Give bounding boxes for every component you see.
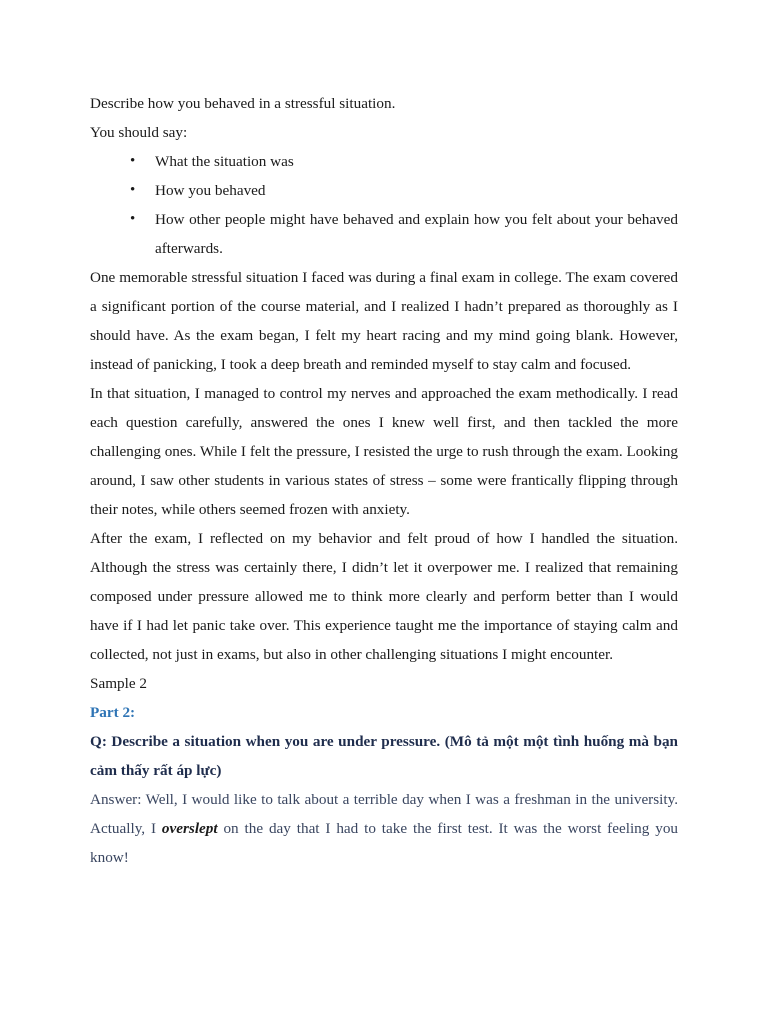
sample-answer bbox=[90, 785, 678, 872]
bullet-icon: • bbox=[130, 211, 136, 227]
answer-text-after: on the day that I had to take the first test. It was the worst feeling you know! bbox=[90, 820, 679, 866]
prompt-you-should-say: You should say: bbox=[90, 124, 188, 141]
prompt-bullet-list bbox=[90, 147, 678, 263]
essay-paragraph: In that situation, I managed to control my nerves and approached the exam methodically. I read each question carefully, answered the ones I knew well first, and then tackled the more challenging ones. While I felt the pressure, I resisted the urge to rush through the exam. Looking around, I saw other students in various states of stress – some were frantically flipping through their notes, while others seemed frozen with anxiety. bbox=[90, 385, 678, 518]
sample-label: Sample 2 bbox=[90, 675, 147, 692]
bullet-icon: • bbox=[130, 182, 136, 198]
prompt-title: Describe how you behaved in a stressful situation. bbox=[90, 95, 396, 112]
prompt-bullet-text: How you behaved bbox=[155, 182, 266, 199]
prompt-bullet-text: How other people might have behaved and explain how you felt about your behaved afterwards. bbox=[155, 211, 678, 257]
sample-question: Q: Describe a situation when you are under pressure. (Mô tả một một tình huống mà bạn cảm thấy rất áp lực) bbox=[90, 733, 678, 779]
prompt-bullet bbox=[90, 205, 678, 263]
prompt-bullet bbox=[90, 176, 678, 205]
prompt-bullet-text: What the situation was bbox=[155, 153, 294, 170]
essay-paragraph: One memorable stressful situation I faced was during a final exam in college. The exam covered a significant portion of the course material, and I realized I hadn’t prepared as thoroughly as I should have. As the exam began, I felt my heart racing and my mind going blank. However, instead of panicking, I took a deep breath and reminded myself to stay calm and focused. bbox=[90, 269, 678, 373]
essay-paragraph: After the exam, I reflected on my behavior and felt proud of how I handled the situation. Although the stress was certainly there, I didn’t let it overpower me. I realized that remaining composed under pressure allowed me to think more clearly and perform better than I would have if I had let panic take over. This experience taught me the importance of staying calm and collected, not just in exams, but also in other challenging situations I might encounter. bbox=[90, 530, 678, 663]
part-heading: Part 2: bbox=[90, 704, 136, 721]
answer-text-before: Answer: Well, I would like to talk about a terrible day when I was a freshman in the university. Actually, I bbox=[90, 791, 678, 837]
prompt-bullet bbox=[90, 147, 678, 176]
document-page bbox=[90, 89, 678, 872]
answer-emphasis: overslept bbox=[161, 820, 218, 837]
bullet-icon: • bbox=[130, 153, 136, 169]
